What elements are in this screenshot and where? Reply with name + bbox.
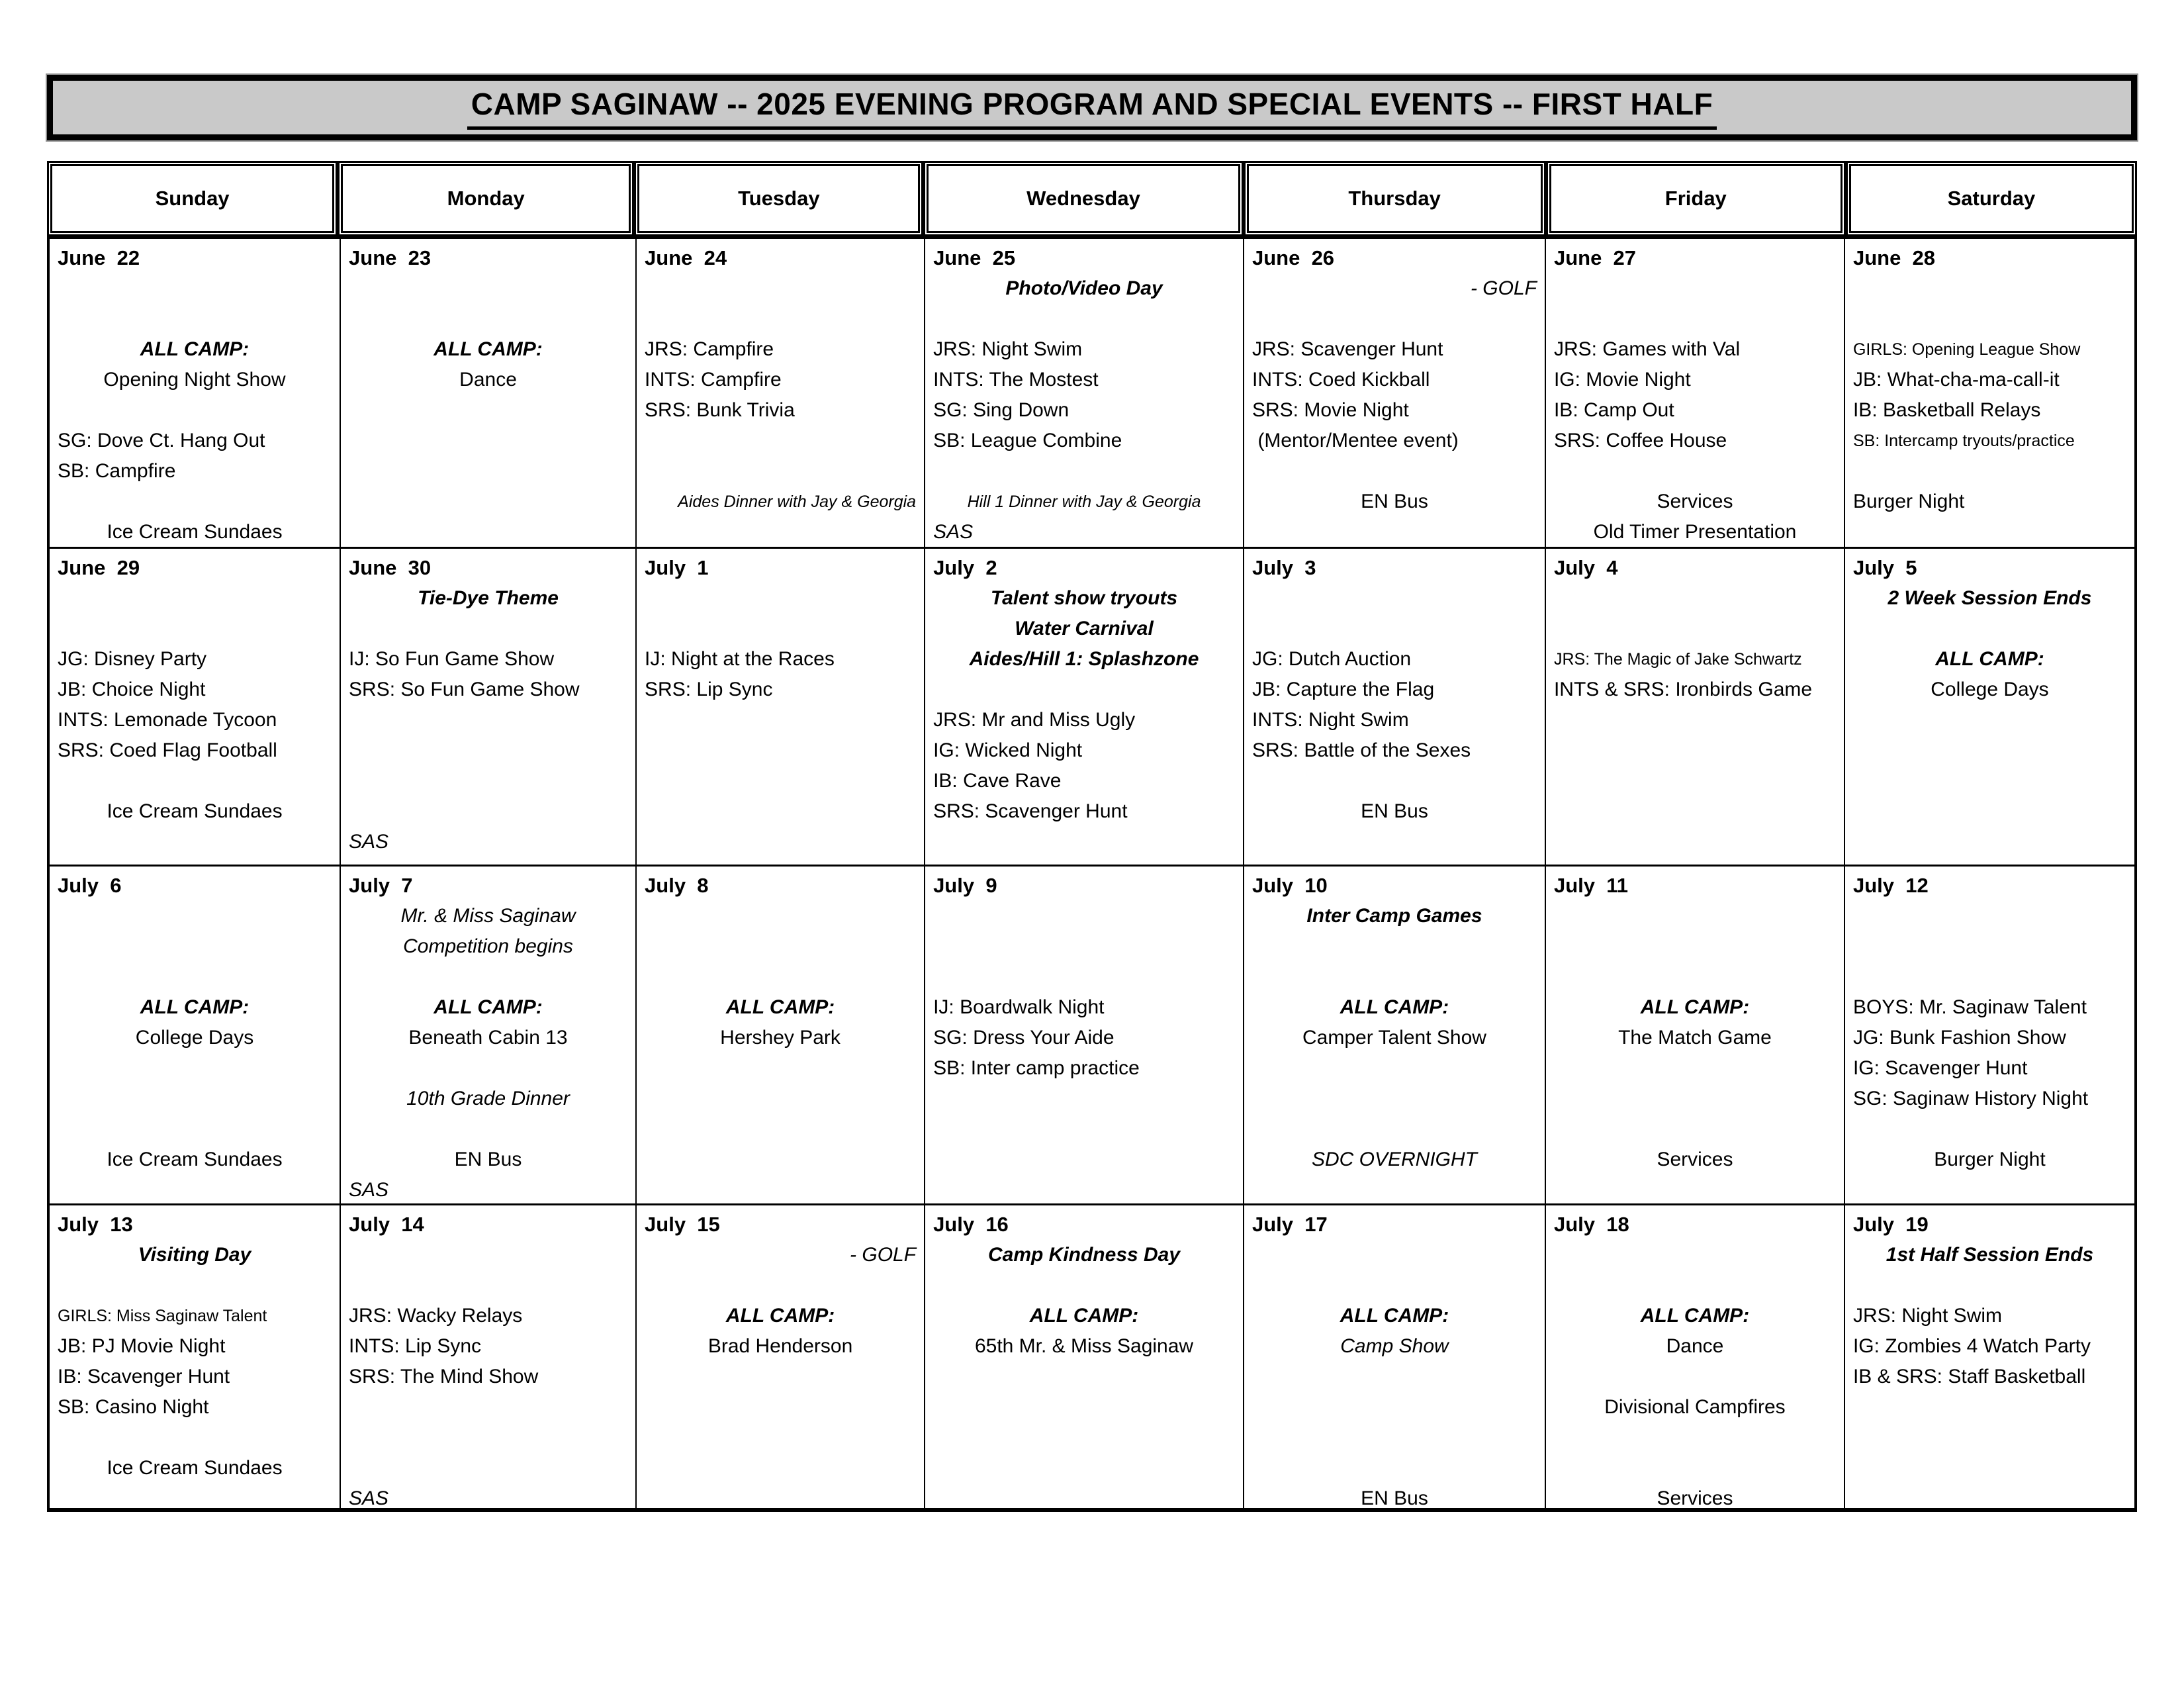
blank-line (349, 796, 627, 827)
event-line: INTS: Coed Kickball (1251, 369, 1430, 391)
blank-line (58, 304, 332, 334)
blank-line (1252, 1392, 1537, 1423)
event-line: SAS (349, 1179, 389, 1201)
blank-line (645, 583, 916, 614)
blank-line (1554, 1270, 1836, 1301)
blank-line (933, 675, 1235, 705)
blank-line (1252, 1053, 1537, 1084)
blank-line (933, 901, 1235, 931)
blank-line (645, 931, 916, 962)
blank-line (645, 901, 916, 931)
event-line: SRS: The Mind Show (349, 1366, 539, 1387)
event-line: IJ: Night at the Races (645, 648, 835, 670)
blank-line (1252, 1240, 1537, 1270)
event-line: ALL CAMP: (1340, 996, 1449, 1018)
calendar-grid (47, 236, 2137, 1512)
date-label: July 19 (1852, 1213, 1929, 1236)
event-line: Services (1657, 1149, 1733, 1170)
event-line: Inter Camp Games (1306, 905, 1482, 927)
blank-line (349, 304, 627, 334)
event-line: JRS: Scavenger Hunt (1251, 338, 1443, 360)
date-label: July 14 (349, 1213, 424, 1236)
event-line: JRS: The Magic of Jake Schwartz (1553, 650, 1802, 669)
event-line: SAS (349, 831, 389, 853)
date-label: July 15 (645, 1213, 720, 1236)
event-line: Visiting Day (138, 1244, 251, 1266)
blank-line (1554, 304, 1836, 334)
event-line: ALL CAMP: (1640, 996, 1750, 1018)
blank-line (349, 1453, 627, 1483)
blank-line (1554, 273, 1836, 304)
event-line: ALL CAMP: (1935, 648, 2044, 670)
weekday-header-sunday: Sunday (47, 161, 338, 236)
event-line: Beneath Cabin 13 (408, 1027, 568, 1049)
event-line: JG: Disney Party (58, 648, 207, 670)
blank-line (349, 1114, 627, 1145)
event-line: EN Bus (1361, 491, 1428, 512)
blank-line (645, 1270, 916, 1301)
blank-line (1252, 1453, 1537, 1483)
date-label: July 17 (1251, 1213, 1328, 1236)
date-label: July 8 (645, 874, 709, 897)
event-line: SB: Inter camp practice (933, 1057, 1140, 1079)
blank-line (1554, 1423, 1836, 1453)
event-line: 65th Mr. & Miss Saginaw (974, 1335, 1194, 1357)
event-line: JB: Capture the Flag (1251, 679, 1435, 700)
event-line: Divisional Campfires (1604, 1396, 1786, 1418)
blank-line (1554, 901, 1836, 931)
event-line: ALL CAMP: (725, 996, 835, 1018)
day-cell-july-13 (50, 1205, 340, 1508)
event-line: Hill 1 Dinner with Jay & Georgia (967, 492, 1201, 511)
blank-line (349, 1423, 627, 1453)
day-cell-june-29 (50, 549, 340, 865)
blank-line (645, 962, 916, 992)
blank-line (933, 304, 1235, 334)
blank-line (349, 1270, 627, 1301)
title-box (47, 75, 2137, 140)
blank-line (349, 614, 627, 644)
event-line: ALL CAMP: (1640, 1305, 1750, 1327)
event-line: Services (1657, 1487, 1733, 1508)
event-line: JB: PJ Movie Night (58, 1335, 226, 1357)
blank-line (58, 766, 332, 796)
event-line: JG: Bunk Fashion Show (1852, 1027, 2066, 1049)
day-cell-june-28 (1844, 239, 2134, 547)
day-cell-june-23 (340, 239, 635, 547)
event-line: Dance (459, 369, 517, 391)
event-line: Photo/Video Day (1005, 277, 1163, 299)
event-line: ALL CAMP: (725, 1305, 835, 1327)
blank-line (349, 273, 627, 304)
event-line: (Mentor/Mentee event) (1251, 430, 1459, 451)
day-cell-july-19 (1844, 1205, 2134, 1508)
day-cell-july-7 (340, 867, 635, 1203)
blank-line (933, 1270, 1235, 1301)
day-cell-june-26 (1243, 239, 1545, 547)
date-label: July 7 (349, 874, 413, 897)
blank-line (349, 705, 627, 735)
event-line: JB: What-cha-ma-call-it (1852, 369, 2060, 391)
event-line: SB: Casino Night (58, 1396, 209, 1418)
event-line: Dance (1666, 1335, 1724, 1357)
blank-line (58, 931, 332, 962)
blank-line (1853, 273, 2126, 304)
blank-line (58, 962, 332, 992)
event-line: SB: Campfire (58, 460, 176, 482)
event-line: Ice Cream Sundaes (107, 800, 283, 822)
day-cell-june-25 (924, 239, 1243, 547)
date-label: July 9 (933, 874, 997, 897)
event-line: 10th Grade Dinner (406, 1088, 570, 1109)
event-line: - GOLF (1470, 277, 1537, 299)
event-line: EN Bus (454, 1149, 522, 1170)
blank-line (1853, 456, 2126, 487)
blank-line (1252, 1423, 1537, 1453)
blank-line (58, 1270, 332, 1301)
blank-line (349, 766, 627, 796)
event-line: Old Timer Presentation (1593, 521, 1797, 543)
blank-line (58, 1423, 332, 1453)
blank-line (933, 931, 1235, 962)
event-line: IB & SRS: Staff Basketball (1852, 1366, 2086, 1387)
blank-line (645, 426, 916, 456)
date-label: June 27 (1553, 246, 1637, 269)
event-line: SB: League Combine (933, 430, 1122, 451)
day-cell-july-4 (1545, 549, 1844, 865)
event-line: IG: Movie Night (1553, 369, 1691, 391)
event-line: SRS: Lip Sync (645, 679, 773, 700)
event-line: Tie-Dye Theme (418, 587, 559, 609)
event-line: SRS: So Fun Game Show (349, 679, 580, 700)
blank-line (645, 614, 916, 644)
event-line: Burger Night (1852, 491, 1965, 512)
blank-line (1853, 304, 2126, 334)
day-cell-july-3 (1243, 549, 1545, 865)
event-line: SG: Saginaw History Night (1852, 1088, 2089, 1109)
blank-line (933, 456, 1235, 487)
date-label: July 2 (933, 556, 997, 579)
weekday-header-monday: Monday (338, 161, 634, 236)
event-line: GIRLS: Opening League Show (1852, 340, 2081, 359)
blank-line (645, 456, 916, 487)
blank-line (1554, 1084, 1836, 1114)
weekday-header-wednesday: Wednesday (923, 161, 1243, 236)
week-row-3 (50, 865, 2134, 1203)
blank-line (1554, 1240, 1836, 1270)
event-line: SRS: Scavenger Hunt (933, 800, 1128, 822)
event-line: - GOLF (850, 1244, 917, 1266)
date-label: July 10 (1251, 874, 1328, 897)
blank-line (645, 273, 916, 304)
event-line: Ice Cream Sundaes (107, 1149, 283, 1170)
day-cell-july-1 (635, 549, 924, 865)
event-line: The Match Game (1618, 1027, 1772, 1049)
event-line: INTS: The Mostest (933, 369, 1099, 391)
day-cell-july-14 (340, 1205, 635, 1508)
event-line: Camp Kindness Day (987, 1244, 1181, 1266)
event-line: JB: Choice Night (58, 679, 206, 700)
blank-line (349, 1240, 627, 1270)
day-cell-june-24 (635, 239, 924, 547)
day-cell-july-16 (924, 1205, 1243, 1508)
blank-line (1554, 1453, 1836, 1483)
event-line: Ice Cream Sundaes (107, 521, 283, 543)
event-line: EN Bus (1361, 800, 1428, 822)
blank-line (58, 1114, 332, 1145)
event-line: SB: Intercamp tryouts/practice (1852, 432, 2075, 450)
weekday-header-saturday: Saturday (1846, 161, 2137, 236)
date-label: July 1 (645, 556, 709, 579)
event-line: IJ: So Fun Game Show (349, 648, 555, 670)
event-line: IG: Wicked Night (933, 739, 1083, 761)
day-cell-july-8 (635, 867, 924, 1203)
blank-line (1252, 456, 1537, 487)
event-line: ALL CAMP: (1029, 1305, 1139, 1327)
blank-line (1554, 614, 1836, 644)
blank-line (58, 273, 332, 304)
weekday-header-thursday: Thursday (1244, 161, 1546, 236)
day-cell-june-27 (1545, 239, 1844, 547)
week-row-4 (50, 1203, 2134, 1508)
date-label: July 12 (1852, 874, 1929, 897)
blank-line (1252, 304, 1537, 334)
blank-line (349, 962, 627, 992)
date-label: July 11 (1553, 874, 1628, 897)
date-label: July 16 (933, 1213, 1009, 1236)
event-line: IB: Cave Rave (933, 770, 1062, 792)
blank-line (1853, 901, 2126, 931)
date-label: July 3 (1251, 556, 1316, 579)
blank-line (58, 901, 332, 931)
blank-line (58, 1053, 332, 1084)
blank-line (1252, 766, 1537, 796)
event-line: INTS: Lip Sync (349, 1335, 482, 1357)
date-label: July 4 (1553, 556, 1618, 579)
event-line: SAS (349, 1487, 389, 1508)
blank-line (58, 583, 332, 614)
date-label: July 18 (1553, 1213, 1629, 1236)
blank-line (1554, 1114, 1836, 1145)
blank-line (349, 735, 627, 766)
event-line: IB: Basketball Relays (1852, 399, 2041, 421)
event-line: ALL CAMP: (433, 338, 543, 360)
blank-line (1853, 962, 2126, 992)
event-line: Camper Talent Show (1302, 1027, 1486, 1049)
blank-line (1554, 583, 1836, 614)
blank-line (1853, 1270, 2126, 1301)
event-line: ALL CAMP: (140, 996, 250, 1018)
event-line: Hershey Park (720, 1027, 841, 1049)
blank-line (349, 1392, 627, 1423)
event-line: Ice Cream Sundaes (107, 1457, 283, 1479)
event-line: ALL CAMP: (140, 338, 250, 360)
weekday-header-friday: Friday (1546, 161, 1846, 236)
date-label: June 24 (645, 246, 727, 269)
week-row-2 (50, 547, 2134, 865)
event-line: 1st Half Session Ends (1886, 1244, 2094, 1266)
event-line: JRS: Campfire (645, 338, 774, 360)
event-line: IJ: Boardwalk Night (933, 996, 1105, 1018)
event-line: Burger Night (1934, 1149, 2046, 1170)
blank-line (1554, 456, 1836, 487)
blank-line (1252, 583, 1537, 614)
day-cell-july-2 (924, 549, 1243, 865)
event-line: SRS: Coffee House (1553, 430, 1727, 451)
event-line: Brad Henderson (707, 1335, 853, 1357)
blank-line (933, 962, 1235, 992)
event-line: JRS: Night Swim (933, 338, 1083, 360)
blank-line (1554, 1362, 1836, 1392)
event-line: JG: Dutch Auction (1251, 648, 1412, 670)
event-line: Opening Night Show (103, 369, 286, 391)
blank-line (1853, 614, 2126, 644)
date-label: June 26 (1251, 246, 1335, 269)
event-line: SAS (933, 521, 974, 543)
blank-line (1252, 614, 1537, 644)
day-cell-june-22 (50, 239, 340, 547)
day-cell-july-15 (635, 1205, 924, 1508)
blank-line (1554, 931, 1836, 962)
event-line: Aides/Hill 1: Splashzone (969, 648, 1199, 670)
blank-line (1252, 931, 1537, 962)
event-line: IG: Scavenger Hunt (1852, 1057, 2028, 1079)
event-line: IB: Scavenger Hunt (58, 1366, 230, 1387)
day-cell-july-10 (1243, 867, 1545, 1203)
blank-line (1252, 1084, 1537, 1114)
event-line: INTS & SRS: Ironbirds Game (1553, 679, 1813, 700)
event-line: Water Carnival (1015, 618, 1154, 639)
blank-line (58, 614, 332, 644)
event-line: SRS: Bunk Trivia (645, 399, 795, 421)
weekday-header-tuesday: Tuesday (634, 161, 923, 236)
blank-line (1554, 1053, 1836, 1084)
date-label: June 30 (349, 556, 432, 579)
event-line: Mr. & Miss Saginaw (400, 905, 576, 927)
day-cell-july-5 (1844, 549, 2134, 865)
event-line: IG: Zombies 4 Watch Party (1852, 1335, 2091, 1357)
date-label: June 28 (1852, 246, 1936, 269)
event-line: IB: Camp Out (1553, 399, 1674, 421)
blank-line (58, 487, 332, 517)
blank-line (1554, 962, 1836, 992)
event-line: INTS: Campfire (645, 369, 782, 391)
date-label: July 6 (58, 874, 122, 897)
blank-line (1853, 1114, 2126, 1145)
blank-line (1252, 1270, 1537, 1301)
day-cell-june-30 (340, 549, 635, 865)
event-line: GIRLS: Miss Saginaw Talent (58, 1307, 267, 1325)
event-line: SG: Sing Down (933, 399, 1069, 421)
blank-line (1853, 931, 2126, 962)
event-line: College Days (1931, 679, 2049, 700)
event-line: INTS: Night Swim (1251, 709, 1409, 731)
event-line: JRS: Night Swim (1852, 1305, 2003, 1327)
event-line: EN Bus (1361, 1487, 1428, 1508)
date-label: June 22 (58, 246, 140, 269)
event-line: Competition begins (403, 935, 573, 957)
date-label: July 5 (1852, 556, 1917, 579)
event-line: ALL CAMP: (1340, 1305, 1449, 1327)
event-line: SG: Dress Your Aide (933, 1027, 1115, 1049)
day-cell-july-11 (1545, 867, 1844, 1203)
event-line: SG: Dove Ct. Hang Out (58, 430, 265, 451)
blank-line (1252, 962, 1537, 992)
page-title: CAMP SAGINAW -- 2025 EVENING PROGRAM AND SPECIAL EVENTS -- FIRST HALF (467, 86, 1717, 130)
event-line: Camp Show (1340, 1335, 1449, 1357)
event-line: INTS: Lemonade Tycoon (58, 709, 277, 731)
weekday-header-row (47, 161, 2137, 236)
event-line: JRS: Games with Val (1553, 338, 1741, 360)
blank-line (349, 1053, 627, 1084)
event-line: ALL CAMP: (433, 996, 543, 1018)
blank-line (1252, 1362, 1537, 1392)
day-cell-july-6 (50, 867, 340, 1203)
event-line: SRS: Movie Night (1251, 399, 1409, 421)
event-line: SRS: Battle of the Sexes (1251, 739, 1471, 761)
event-line: JRS: Mr and Miss Ugly (933, 709, 1136, 731)
event-line: Aides Dinner with Jay & Georgia (678, 492, 917, 511)
event-line: SDC OVERNIGHT (1311, 1149, 1477, 1170)
week-row-1 (50, 239, 2134, 547)
day-cell-july-18 (1545, 1205, 1844, 1508)
date-label: June 25 (933, 246, 1016, 269)
blank-line (1252, 1114, 1537, 1145)
blank-line (58, 395, 332, 426)
event-line: SRS: Coed Flag Football (58, 739, 277, 761)
event-line: Talent show tryouts (990, 587, 1178, 609)
event-line: JRS: Wacky Relays (349, 1305, 523, 1327)
day-cell-july-9 (924, 867, 1243, 1203)
blank-line (645, 304, 916, 334)
day-cell-july-17 (1243, 1205, 1545, 1508)
event-line: 2 Week Session Ends (1888, 587, 2092, 609)
event-line: College Days (135, 1027, 254, 1049)
date-label: July 13 (58, 1213, 133, 1236)
date-label: June 29 (58, 556, 140, 579)
event-line: Services (1657, 491, 1733, 512)
date-label: June 23 (349, 246, 432, 269)
event-line: BOYS: Mr. Saginaw Talent (1852, 996, 2087, 1018)
blank-line (58, 1084, 332, 1114)
day-cell-july-12 (1844, 867, 2134, 1203)
